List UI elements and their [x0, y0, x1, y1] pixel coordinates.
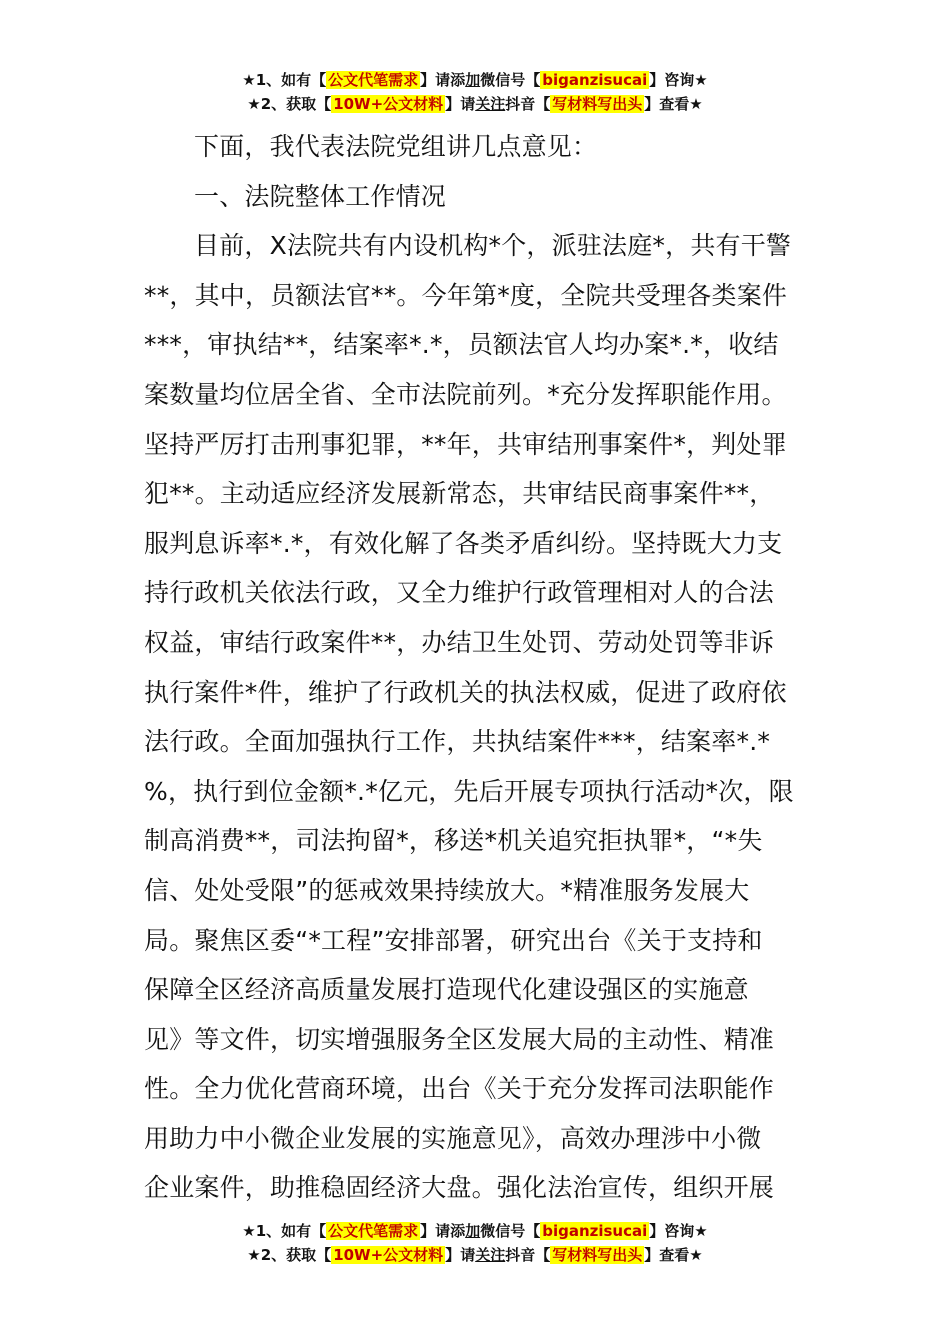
highlight-service: 公文代笔需求 — [328, 1222, 419, 1240]
highlight-douyin-account: 写材料写出头 — [552, 95, 643, 113]
body-line: 坚持严厉打击刑事犯罪，**年，共审结刑事案件*，判处罪 — [144, 429, 787, 459]
document-body — [144, 122, 810, 1213]
banner-text: 】咨询★ — [649, 1222, 708, 1240]
footer-banner — [0, 1219, 950, 1267]
banner-text: ★2、获取【 — [247, 1246, 332, 1264]
body-line: **，其中，员额法官**。今年第*度，全院共受理各类案件 — [144, 280, 788, 310]
highlight-materials: 10W+公文材料 — [333, 95, 444, 113]
body-line: 局。聚焦区委“*工程”安排部署，研究出台《关于支持和 — [144, 925, 763, 955]
banner-text: 加 — [465, 1222, 481, 1240]
intro-paragraph: 下面，我代表法院党组讲几点意见： — [194, 132, 598, 161]
highlight-wechat-id: biganzisucai — [542, 71, 648, 89]
highlight-douyin-account: 写材料写出头 — [552, 1246, 643, 1264]
body-line: 企业案件，助推稳固经济大盘。强化法治宣传，组织开展 — [144, 1173, 775, 1203]
banner-text: 】请 — [445, 1246, 476, 1264]
banner-text: 】请 — [445, 95, 476, 113]
banner-text: 加 — [465, 71, 481, 89]
banner-text: 】请添 — [420, 1222, 466, 1240]
body-line: 权益，审结行政案件**，办结卫生处罚、劳动处罚等非诉 — [144, 627, 775, 657]
body-line: 犯**。主动适应经济发展新常态，共审结民商事案件**， — [144, 479, 775, 509]
highlight-wechat-id: biganzisucai — [542, 1222, 648, 1240]
body-line: 法行政。全面加强执行工作，共执结案件***，结案率*.* — [144, 727, 771, 757]
banner-text: 抖音【 — [505, 95, 551, 113]
body-line: 持行政机关依法行政，又全力维护行政管理相对人的合法 — [144, 578, 775, 608]
body-line: 信、处处受限”的惩戒效果持续放大。*精准服务发展大 — [144, 875, 750, 905]
highlight-materials: 10W+公文材料 — [333, 1246, 444, 1264]
banner-text: 关注 — [475, 95, 506, 113]
body-line: 制高消费**，司法拘留*，移送*机关追究拒执罪*，“*失 — [144, 826, 763, 856]
body-line: 性。全力优化营商环境，出台《关于充分发挥司法职能作 — [144, 1074, 775, 1104]
body-paragraph — [144, 221, 810, 1213]
banner-text: 】请添 — [420, 71, 466, 89]
body-line: 执行案件*件，维护了行政机关的执法权威，促进了政府依 — [144, 677, 787, 707]
body-line: 保障全区经济高质量发展打造现代化建设强区的实施意 — [144, 975, 749, 1005]
body-line: 用助力中小微企业发展的实施意见》，高效办理涉中小微 — [144, 1123, 762, 1153]
banner-line-2 — [0, 1243, 950, 1267]
body-line: 见》等文件，切实增强服务全区发展大局的主动性、精准 — [144, 1024, 775, 1054]
banner-text: 抖音【 — [505, 1246, 551, 1264]
body-line: 目前，X法院共有内设机构*个，派驻法庭*，共有干警 — [194, 231, 792, 261]
banner-text: ★1、如有【 — [242, 1222, 327, 1240]
banner-text: 微信号【 — [480, 71, 541, 89]
body-line: 服判息诉率*.*，有效化解了各类矛盾纠纷。坚持既大力支 — [144, 528, 783, 558]
banner-text: ★2、获取【 — [247, 95, 332, 113]
banner-line-1 — [0, 1219, 950, 1243]
section-heading: 一、法院整体工作情况 — [194, 181, 447, 211]
body-line: %，执行到位金额*.*亿元，先后开展专项执行活动*次，限 — [144, 776, 794, 806]
body-line: ***，审执结**，结案率*.*，员额法官人均办案*.*，收结 — [144, 330, 779, 360]
banner-line-1 — [0, 68, 950, 92]
banner-text: 】咨询★ — [649, 71, 708, 89]
banner-text: 】查看★ — [644, 95, 703, 113]
banner-text: ★1、如有【 — [242, 71, 327, 89]
banner-line-2 — [0, 92, 950, 116]
banner-text: 】查看★ — [644, 1246, 703, 1264]
banner-text: 关注 — [475, 1246, 506, 1264]
header-banner — [0, 68, 950, 116]
body-line: 案数量均位居全省、全市法院前列。*充分发挥职能作用。 — [144, 379, 787, 409]
banner-text: 微信号【 — [480, 1222, 541, 1240]
highlight-service: 公文代笔需求 — [328, 71, 419, 89]
